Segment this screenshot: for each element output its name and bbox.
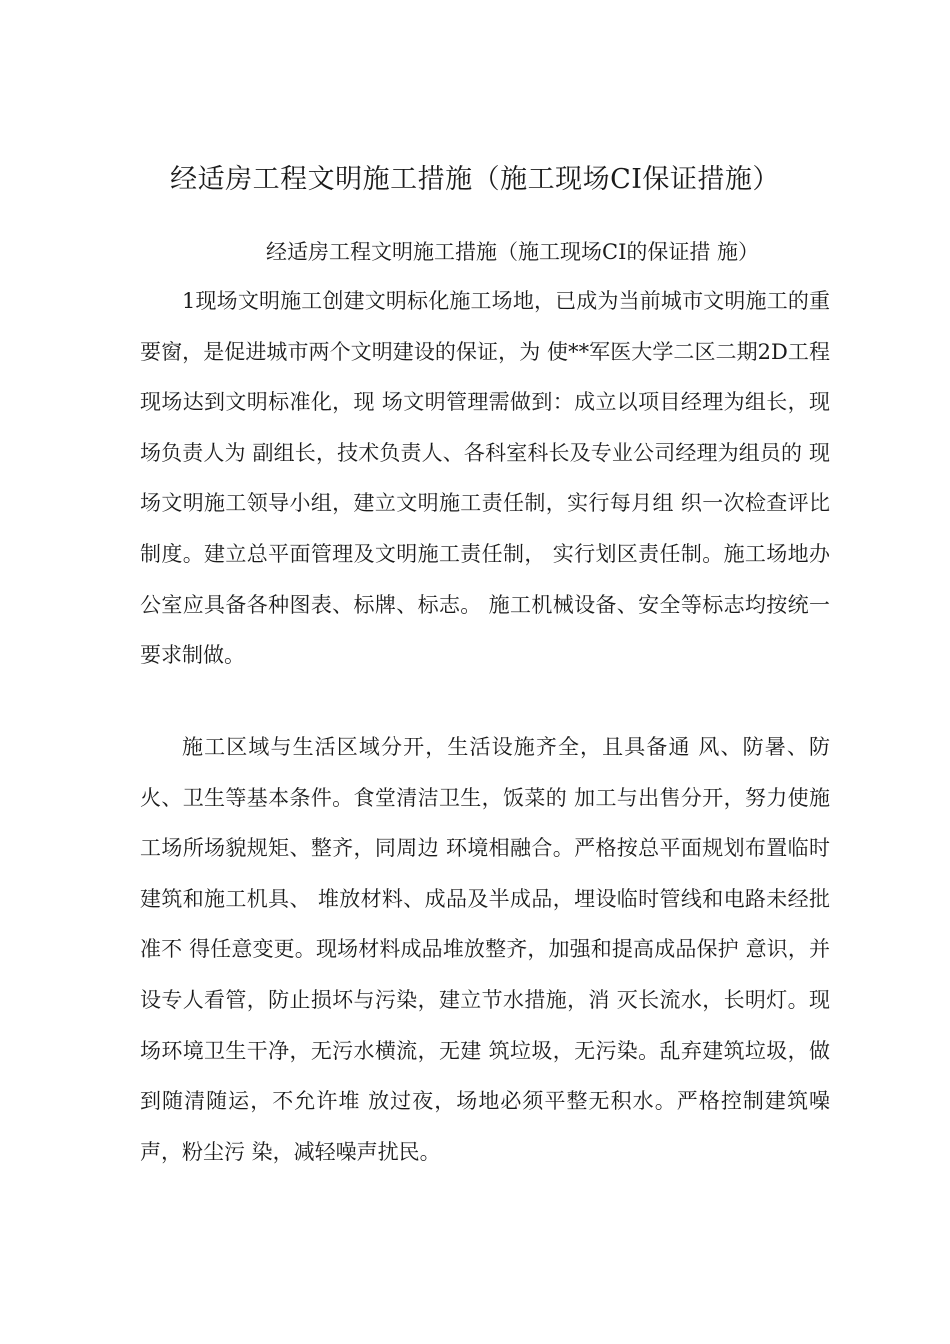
- paragraph-2: 施工区域与生活区域分开，生活设施齐全，且具备通 风、防暑、防火、卫生等基本条件。食堂清洁卫生，饭菜的 加工与出售分开，努力使施工场所场貌规矩、整齐，同周边 环境相融合。严格按总平面规划布置临时建筑和施工机具、 堆放材料、成品及半成品，埋设临时管线和电路未经批准不 得任意变更。现场材料成品堆放整齐，加强和提高成品保护 意识，并设专人看管，防止损坏与污染，建立节水措施，消 灭长流水，长明灯。现场环境卫生干净，无污水横流，无建 筑垃圾，无污染。乱弃建筑垃圾，做到随清随运，不允许堆 放过夜，场地必须平整无积水。严格控制建筑噪声，粉尘污 染，减轻噪声扰民。: [140, 735, 830, 1164]
- document-title: 经适房工程文明施工措施（施工现场CI保证措施）: [170, 164, 780, 195]
- paragraph-1: 1现场文明施工创建文明标化施工场地，已成为当前城市文明施工的重要窗，是促进城市两个文明建设的保证，为 使**军医大学二区二期2D工程现场达到文明标准化，现 场文明管理需做到：成立以项目经理为组长，现场负责人为 副组长，技术负责人、各科室科长及专业公司经理为组员的 现场文明施工领导小组，建立文明施工责任制，实行每月组 织一次检查评比制度。建立总平面管理及文明施工责任制， 实行划区责任制。施工场地办公室应具备各种图表、标牌、标志。 施工机械设备、安全等标志均按统一要求制做。: [140, 289, 830, 668]
- document-subtitle: 经适房工程文明施工措施（施工现场CI的保证措 施）: [266, 240, 760, 264]
